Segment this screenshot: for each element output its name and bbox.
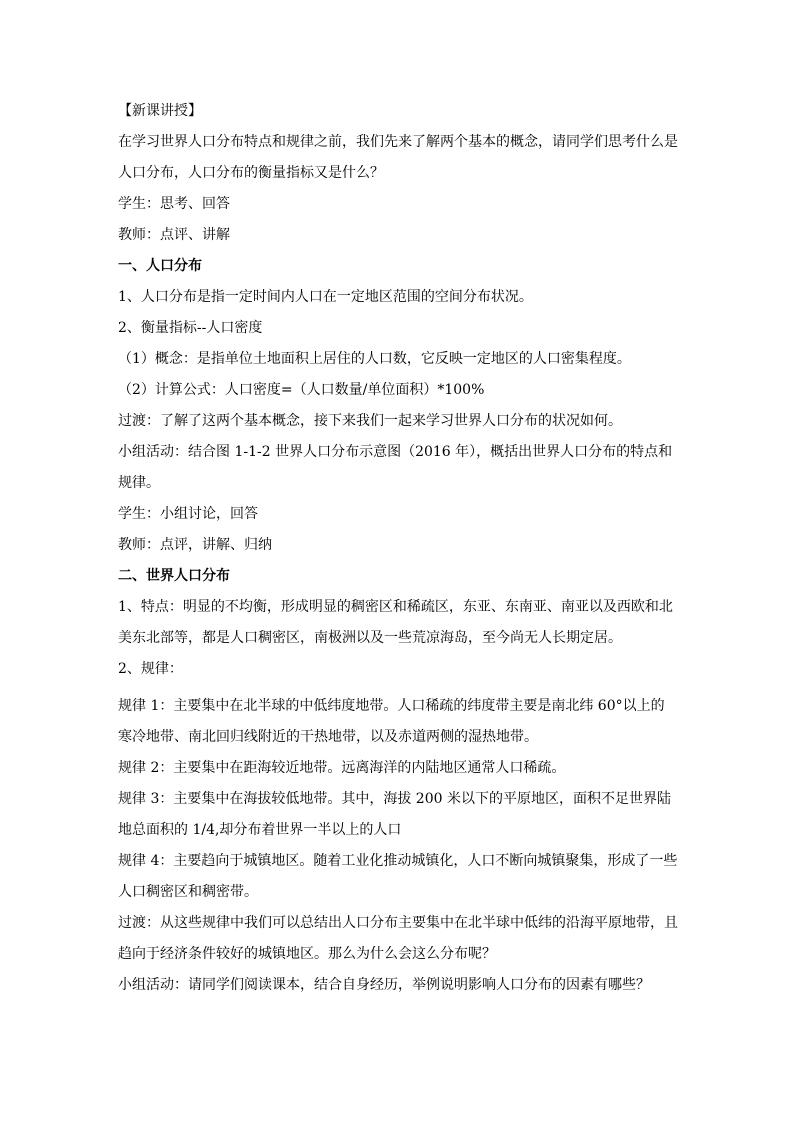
concept-paragraph: （1）概念：是指单位土地面积上居住的人口数，它反映一定地区的人口密集程度。 (118, 351, 631, 367)
section-heading-new-lesson: 【新课讲授】 (118, 103, 202, 119)
group-activity-1: 小组活动：结合图 1-1-2 世界人口分布示意图（2016 年），概括出世界人口分布的特点和规律。 (118, 444, 673, 491)
group-activity-2: 小组活动：请同学们阅读课本，结合自身经历，举例说明影响人口分布的因素有哪些？ (118, 977, 650, 993)
teacher-summary: 教师：点评，讲解、归纳 (118, 537, 272, 553)
transition-paragraph-1: 过渡：了解了这两个基本概念，接下来我们一起来学习世界人口分布的状况如何。 (118, 413, 622, 429)
formula-paragraph: （2）计算公式：人口密度=（人口数量/单位面积）*100% (118, 382, 485, 398)
teacher-response: 教师：点评、讲解 (118, 227, 230, 243)
heading-world-distribution: 二、世界人口分布 (118, 568, 230, 584)
document-body (118, 96, 678, 1001)
rule-4: 规律 4：主要趋向于城镇地区。随着工业化推动城镇化，人口不断向城镇聚集，形成了一些人口稠密区和稠密带。 (118, 853, 678, 900)
intro-paragraph: 在学习世界人口分布特点和规律之前，我们先来了解两个基本的概念，请同学们思考什么是人口分布，人口分布的衡量指标又是什么？ (118, 134, 678, 181)
student-response: 学生：思考、回答 (118, 196, 230, 212)
transition-paragraph-2: 过渡：从这些规律中我们可以总结出人口分布主要集中在北半球中低纬的沿海平原地带，且趋向于经济条件较好的城镇地区。那么为什么会这么分布呢？ (118, 915, 678, 962)
rule-2: 规律 2：主要集中在距海较近地带。远离海洋的内陆地区通常人口稀疏。 (118, 760, 566, 776)
rule-3: 规律 3：主要集中在海拔较低地带。其中，海拔 200 米以下的平原地区，面积不足世界陆地总面积的 1/4,却分布着世界一半以上的人口 (118, 791, 671, 838)
student-discussion: 学生：小组讨论，回答 (118, 506, 258, 522)
features-paragraph: 1、特点：明显的不均衡，形成明显的稠密区和稀疏区，东亚、东南亚、南亚以及西欧和北美东北部等，都是人口稠密区，南极洲以及一些荒凉海岛，至今尚无人长期定居。 (118, 599, 673, 646)
rule-1: 规律 1：主要集中在北半球的中低纬度地带。人口稀疏的纬度带主要是南北纬 60°以上的寒冷地带、南北回归线附近的干热地带，以及赤道两侧的湿热地带。 (118, 698, 665, 745)
indicator-paragraph: 2、衡量指标--人口密度 (118, 320, 263, 336)
rules-label: 2、规律： (118, 661, 183, 677)
definition-paragraph: 1、人口分布是指一定时间内人口在一定地区范围的空间分布状况。 (118, 289, 533, 305)
heading-population-distribution: 一、人口分布 (118, 258, 202, 274)
